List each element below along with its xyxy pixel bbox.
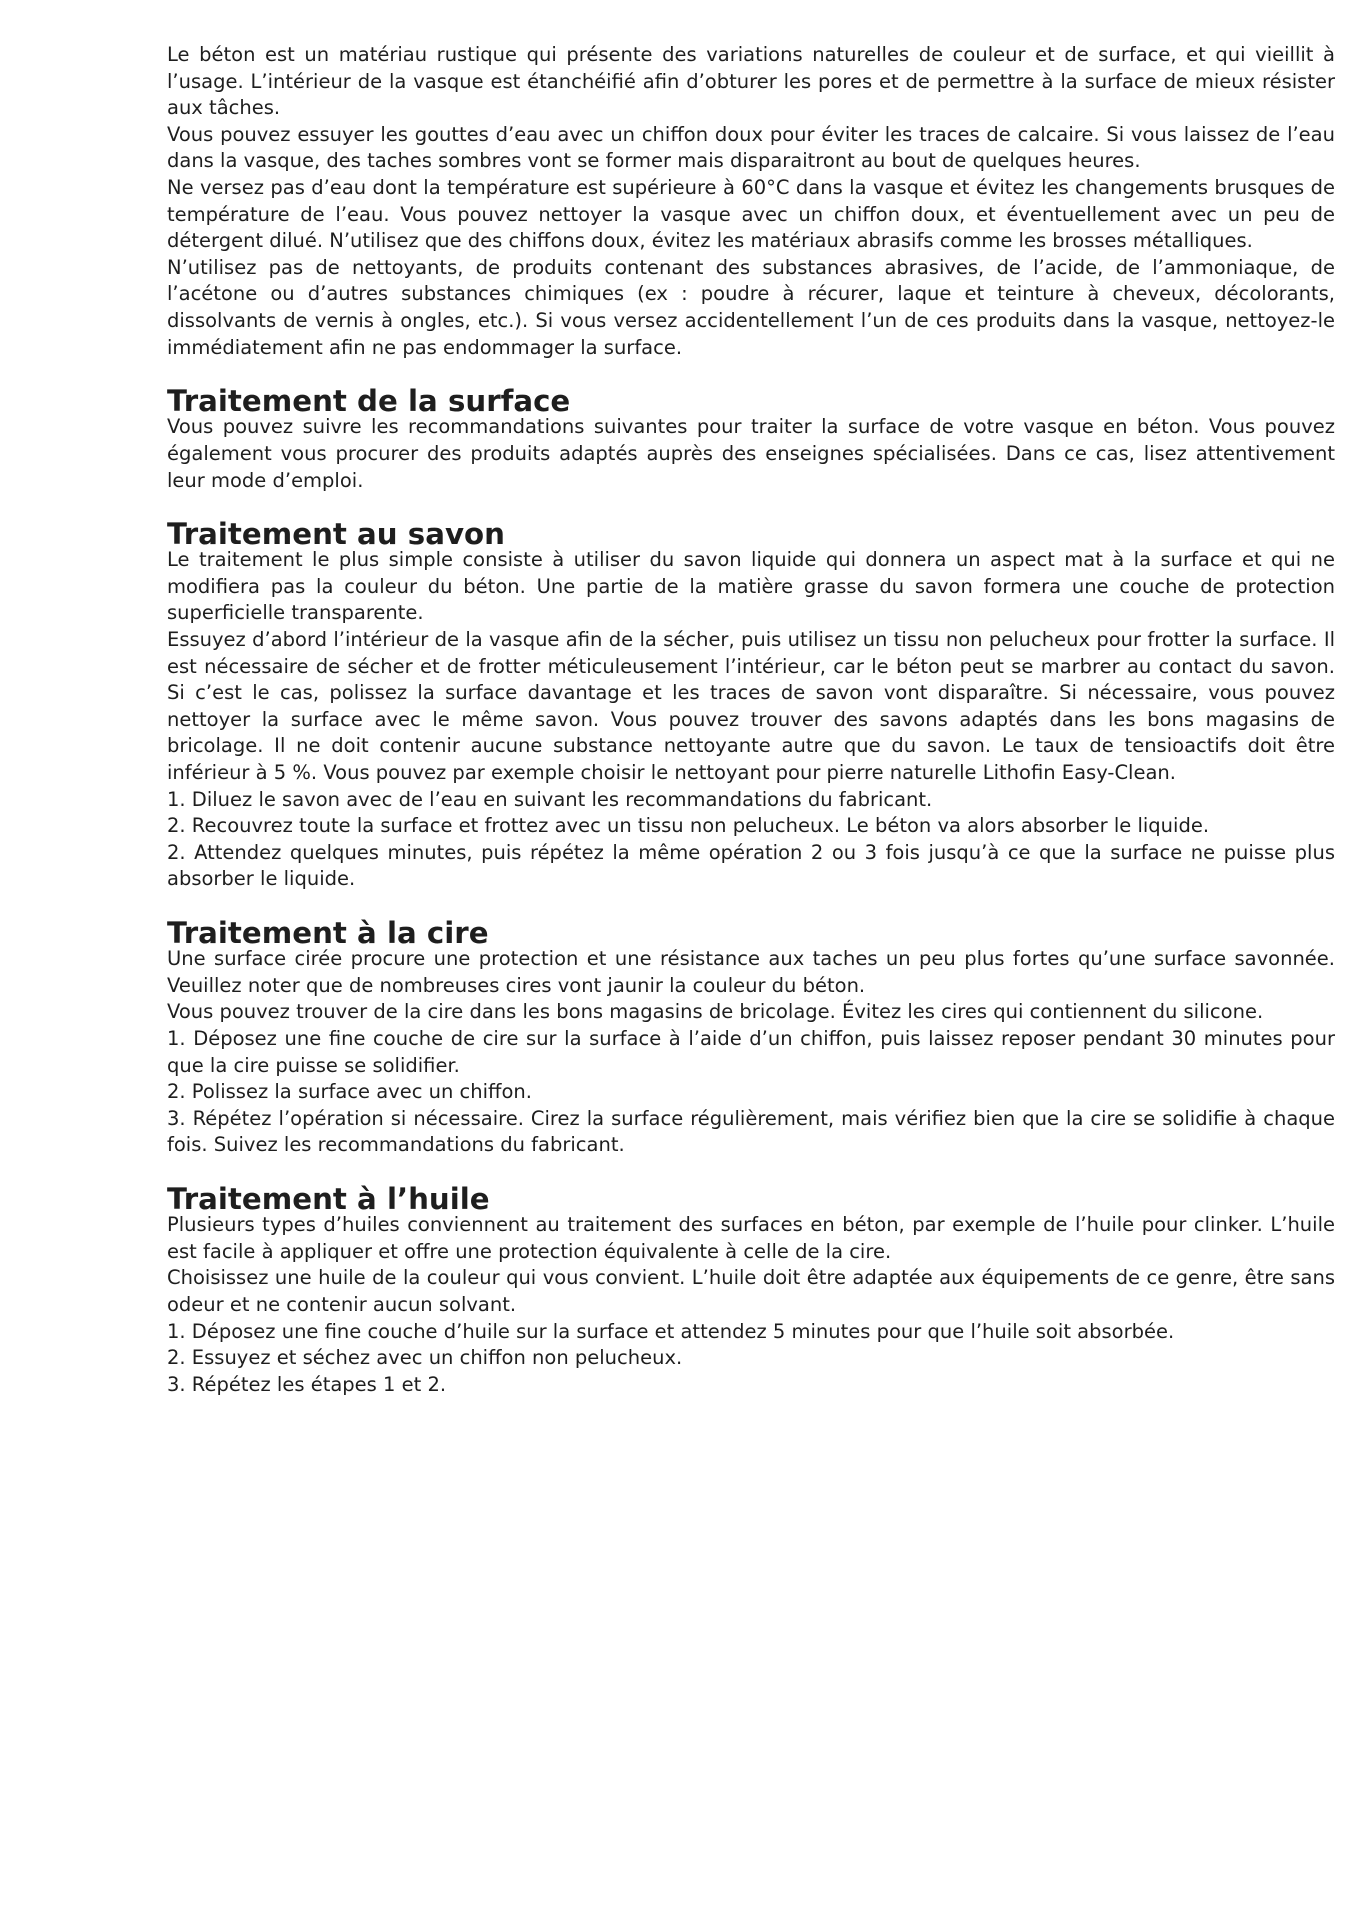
section-paragraph: Vous pouvez suivre les recommandations suivantes pour traiter la surface de votre vasque en béton. Vous pouvez également vous procurer des produits adaptés auprès des enseignes spécialisées. Dans ce cas, lisez attentivement leur mode d’emploi. [167, 415, 1335, 492]
step-item: 1. Déposez une fine couche de cire sur la surface à l’aide d’un chiffon, puis laissez reposer pendant 30 minutes pour que la cire puisse se solidifier. [167, 1026, 1335, 1077]
intro-section [167, 42, 1335, 361]
step-item: 2. Attendez quelques minutes, puis répétez la même opération 2 ou 3 fois jusqu’à ce que la surface ne puisse plus absorber le liquide. [167, 840, 1335, 891]
surface-section [167, 383, 1335, 494]
section-heading: Traitement à la cire [167, 915, 489, 950]
intro-paragraph: Vous pouvez essuyer les gouttes d’eau avec un chiffon doux pour éviter les traces de calcaire. Si vous laissez de l’eau dans la vasque, des taches sombres vont se former mais disparaitront au bout de quelques heures. [167, 122, 1335, 173]
document-body [167, 42, 1335, 1398]
section-paragraph: Vous pouvez trouver de la cire dans les bons magasins de bricolage. Évitez les cires qui contiennent du silicone. [167, 1000, 1264, 1024]
section-paragraph: Le traitement le plus simple consiste à utiliser du savon liquide qui donnera un aspect mat à la surface et qui ne modifiera pas la couleur du béton. Une partie de la matière grasse du savon formera une couche de protection superficielle transparente. [167, 548, 1335, 625]
section-paragraph: Choisissez une huile de la couleur qui vous convient. L’huile doit être adaptée aux équipements de ce genre, être sans odeur et ne contenir aucun solvant. [167, 1266, 1335, 1316]
step-item: 2. Polissez la surface avec un chiffon. [167, 1080, 532, 1104]
section-heading: Traitement au savon [167, 516, 505, 551]
step-item: 2. Recouvrez toute la surface et frottez avec un tissu non pelucheux. Le béton va alors absorber le liquide. [167, 814, 1210, 838]
section-paragraph: Essuyez d’abord l’intérieur de la vasque afin de la sécher, puis utilisez un tissu non pelucheux pour frotter la surface. Il est nécessaire de sécher et de frotter méticuleusement l’intérieur, car le béton peut se marbrer au contact du savon. Si c’est le cas, polissez la surface davantage et les traces de savon vont disparaître. Si nécessaire, vous pouvez nettoyer la surface avec le même savon. Vous pouvez trouver des savons adaptés dans les bons magasins de bricolage. Il ne doit contenir aucune substance nettoyante autre que du savon. Le taux de tensioactifs doit être inférieur à 5 %. Vous pouvez par exemple choisir le nettoyant pour pierre naturelle Lithofin Easy-Clean. [167, 628, 1335, 785]
intro-paragraph: N’utilisez pas de nettoyants, de produits contenant des substances abrasives, de l’acide, de l’ammoniaque, de l’acétone ou d’autres substances chimiques (ex : poudre à récurer, laque et teinture à cheveux, décolorants, dissolvants de vernis à ongles, etc.). Si vous versez accidentellement l’un de ces produits dans la vasque, nettoyez-le immédiatement afin ne pas endommager la surface. [167, 255, 1335, 359]
section-paragraph: Plusieurs types d’huiles conviennent au traitement des surfaces en béton, par exemple de l’huile pour clinker. L’huile est facile à appliquer et offre une protection équivalente à celle de la cire. [167, 1213, 1335, 1263]
step-item: 1. Déposez une fine couche d’huile sur la surface et attendez 5 minutes pour que l’huile soit absorbée. [167, 1319, 1175, 1343]
section-paragraph: Une surface cirée procure une protection et une résistance aux taches un peu plus fortes qu’une surface savonnée. Veuillez noter que de nombreuses cires vont jaunir la couleur du béton. [167, 947, 1335, 997]
huile-section [167, 1181, 1335, 1399]
cire-section [167, 915, 1335, 1159]
savon-section [167, 516, 1335, 893]
intro-paragraph: Ne versez pas d’eau dont la température est supérieure à 60°C dans la vasque et évitez les changements brusques de température de l’eau. Vous pouvez nettoyer la vasque avec un chiffon doux, et éventuellement avec un peu de détergent dilué. N’utilisez que des chiffons doux, évitez les matériaux abrasifs comme les brosses métalliques. [167, 175, 1335, 253]
step-item: 2. Essuyez et séchez avec un chiffon non pelucheux. [167, 1346, 683, 1370]
step-item: 3. Répétez l’opération si nécessaire. Cirez la surface régulièrement, mais vérifiez bien que la cire se solidifie à chaque fois. Suivez les recommandations du fabricant. [167, 1106, 1335, 1157]
step-item: 1. Diluez le savon avec de l’eau en suivant les recommandations du fabricant. [167, 787, 933, 811]
section-heading: Traitement de la surface [167, 383, 571, 418]
section-heading: Traitement à l’huile [167, 1181, 490, 1216]
intro-paragraph: Le béton est un matériau rustique qui présente des variations naturelles de couleur et de surface, et qui vieillit à l’usage. L’intérieur de la vasque est étanchéifié afin d’obturer les pores et de permettre à la surface de mieux résister aux tâches. [167, 43, 1335, 120]
step-item: 3. Répétez les étapes 1 et 2. [167, 1372, 447, 1396]
